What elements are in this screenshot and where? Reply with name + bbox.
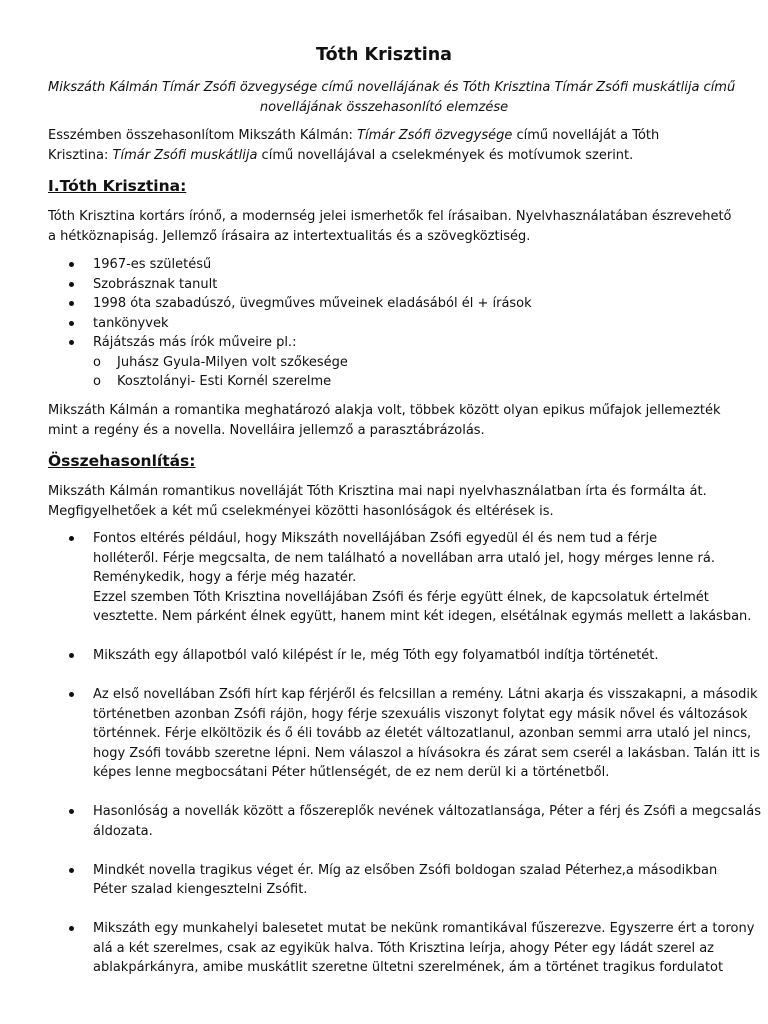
item-line: alá a két szerelmes, csak az egyikük halva. Tóth Krisztina leírja, ahogy Péter egy ládát szerel az (93, 940, 714, 956)
item-line: Az első novellában Zsófi hírt kap férjéről és felcsillan a remény. Látni akarja és visszakapni, a második (93, 687, 758, 702)
intro-text: című novelláját a Tóth (512, 128, 660, 143)
bio-list (48, 255, 724, 392)
comparison-item (48, 646, 724, 685)
list-item-text: 1998 óta szabadúszó, üvegműves műveinek eladásából él + írások (93, 296, 532, 311)
list-item-text: Juhász Gyula-Milyen volt szőkesége (117, 354, 348, 370)
paragraph-line: Megfigyelhetőek a két mű cselekményei közötti hasonlóságok és eltérések is. (48, 503, 554, 519)
item-line: Fontos eltérés például, hogy Mikszáth novellájában Zsófi egyedül él és nem tud a férje (93, 531, 658, 546)
document-subtitle (48, 78, 736, 118)
work-title: Tímár Zsófi muskátlija (112, 147, 258, 163)
comparison-item (48, 919, 755, 978)
item-line: Mindkét novella tragikus véget ér. Míg az elsőben Zsófi boldogan szalad Péterhez,a másodikban (93, 862, 718, 878)
comparison-item (48, 529, 752, 646)
item-line: holléteről. Férje megcsalta, de nem található a novellában arra utaló jel, hogy mérges lenne rá. (93, 550, 715, 566)
subtitle-line: Mikszáth Kálmán Tímár Zsófi özvegysége című novellájának és Tóth Krisztina Tímár Zsófi muskátlija című (48, 80, 736, 95)
comparison-item (48, 802, 762, 861)
document-title: Tóth Krisztina (316, 45, 452, 65)
comparison-intro-paragraph (48, 482, 724, 521)
item-line: Péter szalad kiengesztelni Zsófit. (93, 882, 308, 897)
item-line: Reménykedik, hogy a férje még hazatér. (93, 570, 357, 585)
section-heading-toth: I.Tóth Krisztina: (48, 177, 187, 195)
list-item-text: Kosztolányi- Esti Kornél szerelme (117, 374, 332, 389)
sub-list-item (93, 372, 724, 392)
list-item (48, 333, 724, 392)
item-line: áldozata. (93, 823, 153, 839)
sub-list-item (93, 353, 724, 373)
list-item (48, 294, 724, 314)
intro-text: című novellájával a cselekmények és motívumok szerint. (257, 147, 634, 163)
item-line: történetben azonban Zsófi rájön, hogy férje szexuális viszonyt folytat egy másik nővel és változások (93, 706, 748, 722)
work-title: Tímár Zsófi özvegysége (357, 128, 513, 143)
comparison-item (48, 685, 761, 802)
comparison-list (48, 529, 762, 978)
paragraph-line: Tóth Krisztina kortárs írónő, a modernség jelei ismerhetők fel írásaiban. Nyelvhasználatában észrevehető (48, 209, 732, 224)
intro-line (48, 126, 724, 146)
paragraph-line: a hétköznapiság. Jellemző írásaira az intertextualitás és a szövegköztiség. (48, 228, 531, 244)
item-line: Mikszáth egy munkahelyi balesetet mutat be nekünk romantikával fűszerezve. Egyszerre ért a torony (93, 921, 755, 936)
list-item-text: tankönyvek (93, 315, 169, 331)
list-item-text: Rájátszás más írók műveire pl.: (93, 335, 297, 350)
author-paragraph (48, 207, 732, 246)
list-item-text: 1967-es születésű (93, 257, 212, 272)
item-line: Hasonlóság a novellák között a főszereplők nevének változatlansága, Péter a férj és Zsófi a megcsalás (93, 804, 762, 819)
list-item-text: Szobrásznak tanult (93, 276, 218, 292)
item-line: képes lenne megbocsátani Péter hűtlenségét, de ez nem derül ki a történetből. (93, 765, 610, 780)
list-item (48, 314, 724, 334)
comparison-item (48, 861, 724, 920)
item-line: ablakpárkányra, amibe muskátlit szeretne ültetni szerelmének, ám a történet tragikus fordulatot (93, 960, 724, 975)
item-line: történnek. Férje elköltözik és ő éli tovább az életét változatlanul, azonban semmi arra utaló jel nincs, (93, 726, 752, 741)
intro-text: Esszémben összehasonlítom Mikszáth Kálmán: (48, 128, 358, 143)
item-line: vesztette. Nem párként élnek együtt, hanem mint két idegen, elsétálnak egymás mellett a lakásban. (93, 609, 752, 624)
mikszath-paragraph (48, 401, 724, 440)
intro-paragraph (48, 126, 724, 165)
intro-line (48, 146, 724, 166)
sub-list (93, 353, 724, 392)
item-line: Mikszáth egy állapotból való kilépést ír le, még Tóth egy folyamatból indítja történetét. (93, 648, 659, 663)
section-heading-comparison: Összehasonlítás: (48, 452, 196, 470)
list-item (48, 275, 724, 295)
item-line: Ezzel szemben Tóth Krisztina novellájában Zsófi és férje együtt élnek, de kapcsolatuk értelmét (93, 589, 709, 605)
paragraph-line: Mikszáth Kálmán romantikus novelláját Tóth Krisztina mai napi nyelvhasználatban írta és formálta át. (48, 484, 707, 499)
subtitle-line: novellájának összehasonlító elemzése (259, 100, 509, 115)
paragraph-line: Mikszáth Kálmán a romantika meghatározó alakja volt, többek között olyan epikus műfajok jellemezték (48, 403, 721, 418)
list-item (48, 255, 724, 275)
intro-text: Krisztina: (48, 147, 113, 163)
paragraph-line: mint a regény és a novella. Novelláira jellemző a parasztábrázolás. (48, 422, 485, 438)
item-line: hogy Zsófi tovább szeretne lépni. Nem válaszol a hívásokra és zárat sem cserél a lakásban. Talán itt is (93, 745, 761, 761)
